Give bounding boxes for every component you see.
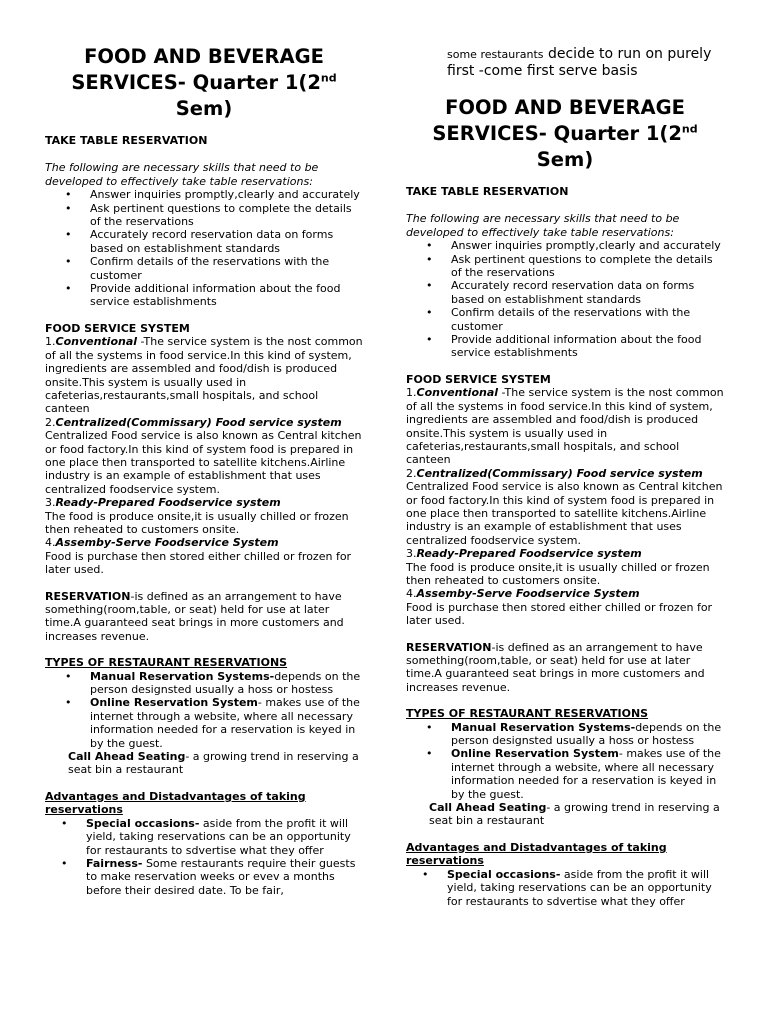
list-item-text: Accurately record reservation data on forms based on establishment standards [451,279,695,306]
list-item-text: Accurately record reservation data on forms based on establishment standards [90,228,334,255]
list-item-text: Ask pertinent questions to complete the details of the reservations [90,201,352,229]
title-end: Sem) [536,148,594,171]
take-table-intro: The following are necessary skills that need to be developed to effectively take table reservations: [45,161,319,188]
list-item-text: Confirm details of the reservations with the customer [90,255,330,282]
title-superscript: nd [681,122,698,136]
advantage-name: Fairness- [86,856,143,870]
take-table-intro: The following are necessary skills that need to be developed to effectively take table reservations: [406,212,680,239]
call-ahead-text: - a growing trend in reserving a seat bin a restaurant [68,750,359,777]
reservation-term: RESERVATION [406,640,492,654]
item-name: Ready-Prepared Foodservice system [55,496,281,510]
list-item [45,228,363,255]
item-text: Food is purchase then stored either chilled or frozen for later used. [45,549,352,577]
page-title [45,44,363,122]
call-ahead-name: Call Ahead Seating [429,801,547,815]
item-text: Food is purchase then stored either chilled or frozen for later used. [406,600,713,628]
continued-large: decide to run on purely first -come first serve basis [447,46,712,79]
left-column [45,44,363,897]
list-item [406,333,724,360]
list-item-text: Confirm details of the reservations with the customer [451,306,691,333]
bullet-icon: • [65,188,72,202]
food-service-item-4 [406,587,724,627]
item-text: -The service system is the nost common of all the systems in food service.In this kind of system, ingredients are assembled and food/dish is produced onsite.This system is usually used in cafeterias,restaurants,small hospitals, and school canteen [45,335,363,416]
list-item [406,253,724,280]
advantage-text: aside from the profit it will yield, taking reservations can be an opportunity for restaurants to sdvertise what they offer [86,816,351,857]
skills-list [45,188,363,309]
advantage-text: Some restaurants require their guests to make reservation weeks or evev a months before their desired date. To be fair, [86,856,356,897]
list-item [406,279,724,306]
title-end: Sem) [175,97,233,120]
type-name: Online Reservation System [451,747,619,761]
advantages-list [45,817,363,897]
bullet-icon: • [65,282,72,296]
item-text: The food is produce onsite,it is usually chilled or frozen then reheated to customers onsite. [406,560,710,587]
item-name: Conventional [55,335,138,349]
food-service-item-1 [406,386,724,466]
item-text: Centralized Food service is also known as Central kitchen or food factory.In this kind of system food is prepared in one place then transported to satellite kitchens.Airline industry is an example of establishment that uses centralized foodservice system. [406,480,723,547]
item-name: Ready-Prepared Foodservice system [416,547,642,561]
type-name: Online Reservation System [90,696,258,710]
list-item [406,868,724,908]
take-table-heading: TAKE TABLE RESERVATION [406,185,569,198]
list-item [45,817,363,857]
list-item [45,696,363,750]
food-service-item-3 [45,496,363,536]
item-name: Assemby-Serve Foodservice System [55,536,279,550]
food-service-item-2 [45,416,363,496]
list-item [45,255,363,282]
type-text: - makes use of the internet through a website, where all necessary information needed for a reservation is keyed in by the guest. [451,747,721,801]
item-number: 3. [45,496,56,510]
reservation-definition [406,641,724,695]
item-text: -The service system is the nost common of all the systems in food service.In this kind of system, ingredients are assembled and food/dish is produced onsite.This system is usually used in cafeterias,restaurants,small hospitals, and school canteen [406,386,724,467]
reservation-text: -is defined as an arrangement to have something(room,table, or seat) held for use at later time.A guaranteed seat brings in more customers and increases revenue. [45,589,344,643]
advantages-heading: Advantages and Distadvantages of taking reservations [45,789,306,817]
advantages-heading: Advantages and Distadvantages of taking reservations [406,840,667,868]
page-title-repeat [406,95,724,173]
continued-small: some restaurants [447,48,544,61]
title-superscript: nd [320,71,337,85]
types-heading: TYPES OF RESTAURANT RESERVATIONS [406,707,649,721]
right-column [406,46,724,908]
bullet-icon: • [426,306,433,320]
item-number: 4. [406,587,417,601]
bullet-icon: • [426,252,433,266]
item-name: Assemby-Serve Foodservice System [416,587,640,601]
bullet-icon: • [65,201,72,215]
reservation-definition [45,590,363,644]
list-item-text: Provide additional information about the food service establishments [451,333,702,360]
bullet-icon: • [65,228,72,242]
call-ahead-seating [406,801,724,828]
type-name: Manual Reservation Systems- [90,669,275,683]
bullet-icon: • [65,696,72,710]
item-name: Conventional [416,386,499,400]
item-number: 3. [406,547,417,561]
item-text: The food is produce onsite,it is usually chilled or frozen then reheated to customers onsite. [45,509,349,536]
reservation-text: -is defined as an arrangement to have something(room,table, or seat) held for use at later time.A guaranteed seat brings in more customers and increases revenue. [406,640,705,694]
food-service-item-3 [406,547,724,587]
call-ahead-name: Call Ahead Seating [68,750,186,764]
type-text: - makes use of the internet through a website, where all necessary information needed for a reservation is keyed in by the guest. [90,696,360,750]
advantage-name: Special occasions- [447,867,561,881]
bullet-icon: • [426,279,433,293]
list-item [406,747,724,801]
list-item-text: Ask pertinent questions to complete the details of the reservations [451,252,713,280]
types-list [406,721,724,801]
bullet-icon: • [65,255,72,269]
bullet-icon: • [65,669,72,683]
call-ahead-seating [45,750,363,777]
list-item-text: Answer inquiries promptly,clearly and accurately [90,188,360,202]
advantages-list [406,868,724,908]
list-item [45,670,363,697]
food-service-heading: FOOD SERVICE SYSTEM [45,321,190,335]
item-number: 2. [45,415,56,429]
bullet-icon: • [426,747,433,761]
bullet-icon: • [426,239,433,253]
bullet-icon: • [426,333,433,347]
list-item [45,202,363,229]
title-text: FOOD AND BEVERAGE SERVICES- Quarter 1(2 [432,96,685,145]
take-table-heading: TAKE TABLE RESERVATION [45,134,208,147]
item-number: 4. [45,536,56,550]
type-name: Manual Reservation Systems- [451,720,636,734]
bullet-icon: • [61,816,68,830]
type-text: depends on the person designsted usually a hoss or hostess [451,720,722,748]
item-number: 1. [406,386,417,400]
item-number: 1. [45,335,56,349]
list-item [406,721,724,748]
food-service-heading: FOOD SERVICE SYSTEM [406,372,551,386]
reservation-term: RESERVATION [45,589,131,603]
item-name: Centralized(Commissary) Food service system [55,415,342,429]
list-item-text: Answer inquiries promptly,clearly and accurately [451,239,721,253]
advantage-name: Special occasions- [86,816,200,830]
title-text: FOOD AND BEVERAGE SERVICES- Quarter 1(2 [71,45,324,94]
item-number: 2. [406,466,417,480]
bullet-icon: • [61,856,68,870]
item-name: Centralized(Commissary) Food service system [416,466,703,480]
advantage-text: aside from the profit it will yield, taking reservations can be an opportunity for restaurants to sdvertise what they offer [447,867,712,908]
list-item [45,857,363,897]
list-item [406,306,724,333]
food-service-item-1 [45,335,363,415]
skills-list [406,239,724,360]
bullet-icon: • [426,720,433,734]
types-heading: TYPES OF RESTAURANT RESERVATIONS [45,656,288,670]
bullet-icon: • [422,867,429,881]
food-service-item-2 [406,467,724,547]
type-text: depends on the person designsted usually a hoss or hostess [90,669,361,697]
food-service-item-4 [45,536,363,576]
list-item [45,188,363,201]
list-item [45,282,363,309]
call-ahead-text: - a growing trend in reserving a seat bin a restaurant [429,801,720,828]
list-item [406,239,724,252]
continued-text [406,46,724,79]
item-text: Centralized Food service is also known as Central kitchen or food factory.In this kind of system food is prepared in one place then transported to satellite kitchens.Airline industry is an example of establishment that uses centralized foodservice system. [45,429,362,496]
types-list [45,670,363,750]
list-item-text: Provide additional information about the food service establishments [90,282,341,309]
